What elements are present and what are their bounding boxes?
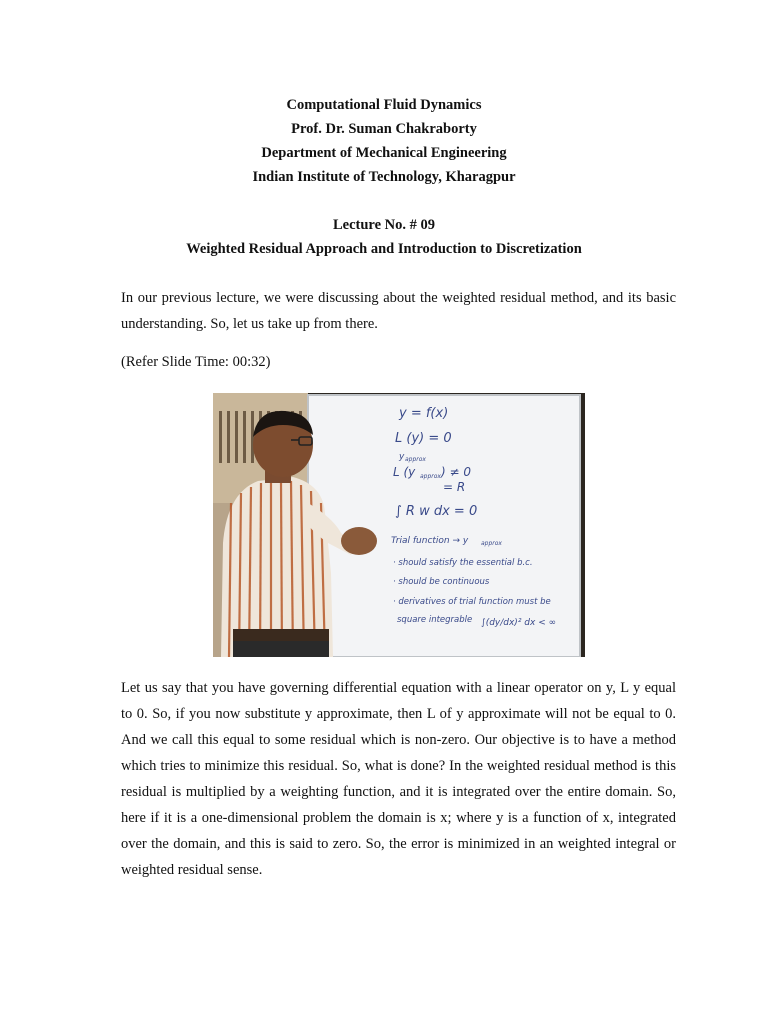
professor-name: Prof. Dr. Suman Chakraborty <box>291 121 477 137</box>
lecture-video-frame <box>213 393 585 657</box>
slide-time-reference: (Refer Slide Time: 00:32) <box>121 354 271 370</box>
whiteboard-subscript: approx <box>481 540 502 547</box>
whiteboard-line: Trial function → y <box>391 536 469 546</box>
whiteboard-line: ∫ R w dx = 0 <box>395 504 478 519</box>
lecture-heading <box>0 213 768 261</box>
whiteboard-line: y = f(x) <box>399 406 449 421</box>
intro-paragraph: In our previous lecture, we were discussing about the weighted residual method, and its basic understanding. So, let us take up from there. <box>121 290 676 332</box>
whiteboard-line: ∫(dy/dx)² dx < ∞ <box>481 618 557 628</box>
lecture-number: Lecture No. # 09 <box>332 217 436 233</box>
whiteboard-line: square integrable <box>397 615 473 625</box>
whiteboard-line: L (y <box>393 465 416 479</box>
whiteboard-line: · should be continuous <box>393 577 490 587</box>
whiteboard-subscript: approx <box>405 456 426 463</box>
whiteboard-line: = R <box>443 480 466 494</box>
course-title: Computational Fluid Dynamics <box>286 97 482 113</box>
whiteboard-subscript: approx <box>420 473 441 480</box>
lecture-title: Weighted Residual Approach and Introduction to Discretization <box>186 241 582 257</box>
department-name: Department of Mechanical Engineering <box>261 145 507 161</box>
whiteboard-line: y <box>399 452 405 462</box>
whiteboard-line: L (y) = 0 <box>395 431 452 446</box>
whiteboard-line: · derivatives of trial function must be <box>393 597 551 607</box>
institute-name: Indian Institute of Technology, Kharagpur <box>252 169 516 185</box>
whiteboard-line: ) ≠ 0 <box>441 465 471 479</box>
explanation-paragraph: Let us say that you have governing differential equation with a linear operator on y, L y equal to 0. So, if you now substitute y approximate, then L of y approximate will not be equal to 0. And we call this equal to some residual which is non-zero. Our objective is to have a method which tries to minimize this residual. So, what is done? In the weighted residual method is this residual is multiplied by a weighting function, and it is integrated over the entire domain. So, here if it is a one-dimensional problem the domain is x; where y is a function of x, integrated over the domain, and this is said to zero. So, the error is minimized in an weighted integral or weighted residual sense. <box>121 680 676 878</box>
lecture-photo <box>213 393 585 657</box>
whiteboard-line: · should satisfy the essential b.c. <box>393 558 533 568</box>
document-header <box>0 93 768 189</box>
